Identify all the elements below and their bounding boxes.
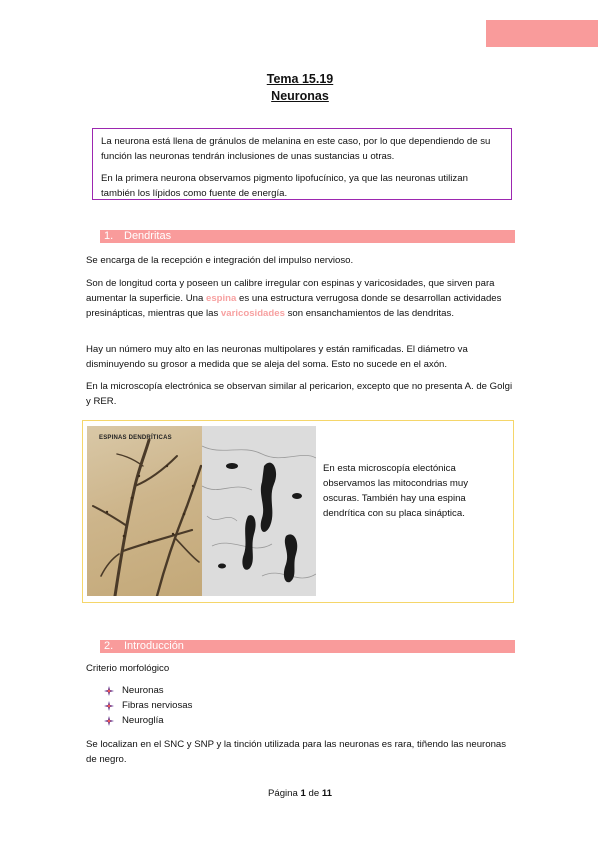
term-espina: espina: [205, 293, 237, 304]
text-run: Son de longitud corta y poseen un calibre irregular con espinas y varicosidades, que sirven para aumentar la superficie. Una: [86, 278, 495, 304]
term-varicosidades: varicosidades: [220, 308, 285, 319]
dendrite-illustration: [87, 426, 202, 596]
dendritas-paragraph-1: Se encarga de la recepción e integración del impulso nervioso.: [86, 255, 354, 266]
section-heading-dendritas: [100, 230, 515, 243]
text-run: es una estructura verrugosa donde se desarrollan actividades presinápticas, mientras que las: [86, 293, 502, 319]
dendritas-paragraph-2: [86, 276, 518, 321]
figure-box: [82, 420, 514, 603]
list-item-text: Neuronas: [122, 685, 164, 696]
dendritas-paragraph-4: En la microscopía electrónica se observan similar al pericarion, excepto que no presenta A. de Golgi y RER.: [86, 381, 513, 407]
section-title: Introducción: [124, 640, 184, 652]
page-number-current: 1: [300, 788, 306, 799]
introduccion-closing: Se localizan en el SNC y SNP y la tinción utilizada para las neuronas es rara, tiñendo las neuronas de negro.: [86, 739, 507, 765]
page-number-total: 11: [321, 788, 333, 799]
section-heading-introduccion: [100, 640, 515, 653]
section-title: Dendritas: [124, 230, 172, 242]
classification-list: [104, 683, 192, 728]
criterion-label: Criterio morfológico: [86, 663, 170, 674]
list-item-text: Neuroglía: [122, 715, 164, 726]
list-item: [104, 698, 192, 713]
electron-microscopy-image: [202, 426, 316, 596]
arrow-bullet-icon: [104, 686, 114, 696]
page-footer: [0, 788, 600, 799]
section-number: 2.: [104, 640, 114, 652]
dendritic-spines-image: [87, 426, 202, 596]
list-item: [104, 713, 192, 728]
list-item: [104, 683, 192, 698]
micrograph-illustration: [202, 426, 316, 596]
corner-tab: [486, 20, 598, 47]
page-subtitle: Neuronas: [271, 89, 329, 103]
intro-paragraph-1: La neurona está llena de gránulos de melanina en este caso, por lo que dependiendo de su función las neuronas tendrán inclusiones de unas sustancias u otras.: [101, 136, 491, 162]
dendritas-paragraph-3: Hay un número muy alto en las neuronas multipolares y están ramificadas. El diámetro va disminuyendo su grosor a medida que se aleja del soma. Esto no sucede en el axón.: [86, 344, 468, 370]
text-run: son ensanchamientos de las dendritas.: [284, 308, 454, 319]
list-item-text: Fibras nerviosas: [122, 700, 193, 711]
intro-box: [92, 128, 512, 200]
arrow-bullet-icon: [104, 701, 114, 711]
arrow-bullet-icon: [104, 716, 114, 726]
section-number: 1.: [104, 230, 114, 242]
footer-prefix: Página: [267, 788, 298, 799]
page-title: Tema 15.19: [266, 72, 334, 86]
intro-paragraph-2: En la primera neurona observamos pigmento lipofucínico, ya que las neuronas utilizan también los lípidos como fuente de energía.: [101, 173, 468, 199]
figure-caption: En esta microscopía electónica observamos las mitocondrias muy oscuras. También hay una espina dendrítica con su placa sináptica.: [323, 463, 469, 519]
image-label: ESPINAS DENDRÍTICAS: [99, 435, 172, 441]
footer-of: de: [308, 788, 320, 799]
